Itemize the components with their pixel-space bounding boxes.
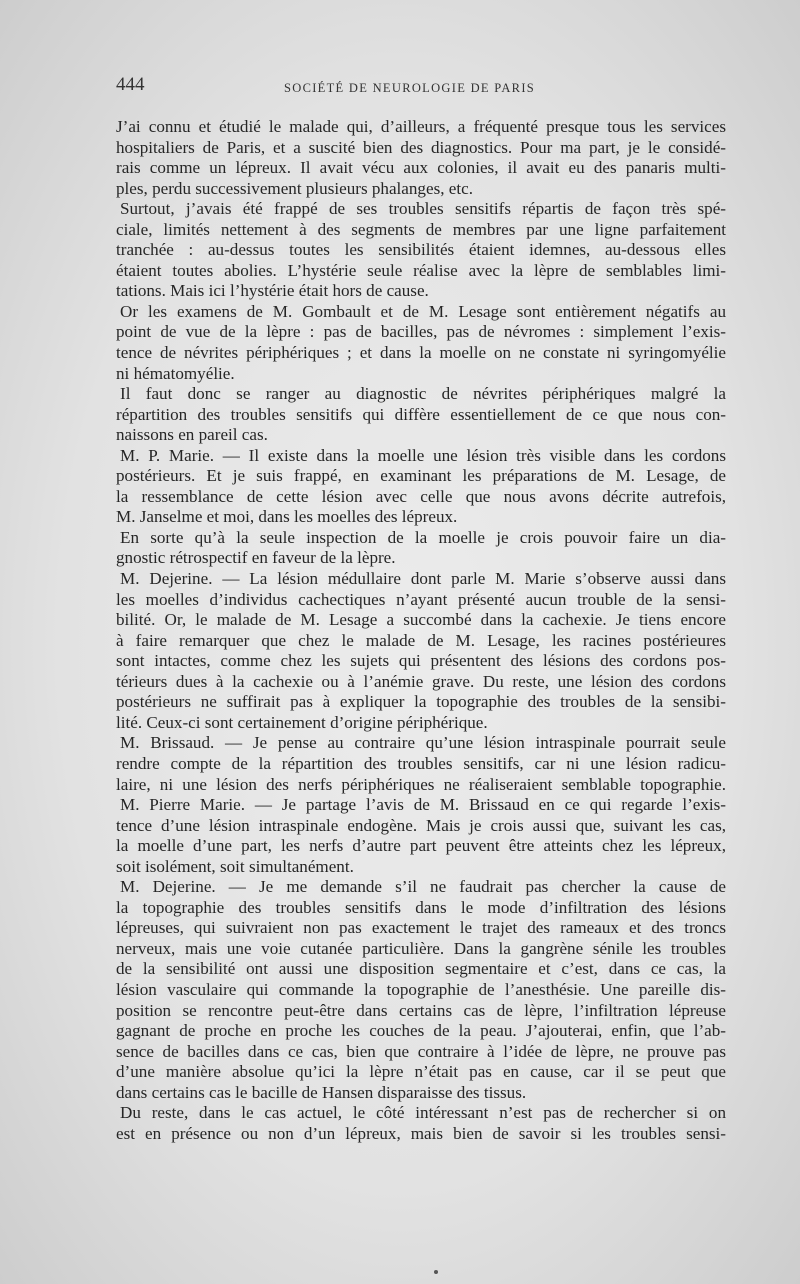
text-line: ciale, limités nettement à des segments de membres par une ligne parfaitement: [116, 219, 726, 239]
text-line: térieurs dues à la cachexie ou à l’anémie grave. Du reste, une lésion des cordons: [116, 671, 726, 691]
text-line: sont intactes, comme chez les sujets qui présentent des lésions des cordons pos-: [116, 651, 726, 671]
text-line: répartition des troubles sensitifs qui diffère essentiellement de ce que nous con-: [116, 404, 726, 424]
text-line: postérieurs. Et je suis frappé, en examinant les préparations de M. Lesage, de: [116, 466, 726, 486]
text-line: Du reste, dans le cas actuel, le côté intéressant n’est pas de rechercher si on: [120, 1103, 726, 1123]
text-line: lité. Ceux-ci sont certainement d’origine périphérique.: [116, 712, 488, 732]
text-line: tence de névrites périphériques ; et dans la moelle on ne constate ni syringomyélie: [116, 343, 726, 363]
text-line: rais comme un lépreux. Il avait vécu aux colonies, il avait eu des panaris multi-: [116, 158, 726, 178]
text-line: Surtout, j’avais été frappé de ses troubles sensitifs répartis de façon très spé-: [120, 199, 726, 219]
text-line: lépreuses, qui suivraient non pas exactement le trajet des rameaux et des troncs: [116, 918, 726, 938]
text-line: de la sensibilité ont aussi une disposition segmentaire et c’est, dans ce cas, la: [116, 959, 726, 979]
text-line: Il faut donc se ranger au diagnostic de névrites périphériques malgré la: [120, 384, 726, 404]
text-line: nerveux, mais une voie cutanée particulière. Dans la gangrène sénile les troubles: [116, 938, 726, 958]
text-line: la moelle d’une part, les nerfs d’autre part peuvent être atteints chez les lépreux,: [116, 836, 726, 856]
text-line: M. Brissaud. — Je pense au contraire qu’une lésion intraspinale pourrait seule: [120, 733, 726, 753]
text-line: point de vue de la lèpre : pas de bacilles, pas de névromes : simplement l’exis-: [116, 322, 726, 342]
print-speck: [434, 1270, 438, 1274]
text-line: En sorte qu’à la seule inspection de la moelle je crois pouvoir faire un dia-: [120, 527, 726, 547]
text-line: sence de bacilles dans ce cas, bien que contraire à l’idée de lèpre, ne prouve pas: [116, 1041, 726, 1061]
text-line: position se rencontre peut-être dans certains cas de lèpre, l’infiltration lépreuse: [116, 1000, 726, 1020]
text-line: tations. Mais ici l’hystérie était hors de cause.: [116, 281, 429, 301]
text-line: M. P. Marie. — Il existe dans la moelle une lésion très visible dans les cordons: [120, 445, 726, 465]
text-line: soit isolément, soit simultanément.: [116, 856, 354, 876]
running-head: SOCIÉTÉ DE NEUROLOGIE DE PARIS: [284, 81, 536, 95]
text-line: gnostic rétrospectif en faveur de la lèpre.: [116, 548, 396, 568]
text-line: tence d’une lésion intraspinale endogène. Mais je crois aussi que, suivant les cas,: [116, 815, 726, 835]
text-line: naissons en pareil cas.: [116, 425, 268, 445]
text-line: hospitaliers de Paris, et a suscité bien des diagnostics. Pour ma part, je le considé-: [116, 137, 726, 157]
text-line: la ressemblance de cette lésion avec celle que nous avons décrite autrefois,: [116, 486, 726, 506]
text-line: à faire remarquer que chez le malade de M. Lesage, les racines postérieures: [116, 630, 726, 650]
page-header: [116, 74, 716, 100]
text-line: d’une manière absolue qu’ici la lèpre n’était pas en cause, car il se peut que: [116, 1062, 726, 1082]
text-line: M. Dejerine. — Je me demande s’il ne faudrait pas chercher la cause de: [120, 877, 726, 897]
body-text: [116, 117, 726, 1144]
text-line: lésion vasculaire qui commande la topographie de l’anesthésie. Une pareille dis-: [116, 979, 726, 999]
text-line: rendre compte de la répartition des troubles sensitifs, car ni une lésion radicu-: [116, 753, 726, 773]
text-line: J’ai connu et étudié le malade qui, d’ailleurs, a fréquenté presque tous les services: [116, 117, 726, 136]
text-line: tranchée : au-dessus toutes les sensibilités étaient idemnes, au-dessous elles: [116, 240, 726, 260]
text-line: les moelles d’individus cachectiques n’ayant présenté aucun trouble de la sensi-: [116, 589, 726, 609]
text-line: ni hématomyélie.: [116, 363, 235, 383]
text-line: ples, perdu successivement plusieurs phalanges, etc.: [116, 178, 473, 198]
text-line: M. Janselme et moi, dans les moelles des lépreux.: [116, 507, 458, 527]
text-line: la topographie des troubles sensitifs dans le mode d’infiltration des lésions: [116, 897, 726, 917]
text-line: M. Dejerine. — La lésion médullaire dont parle M. Marie s’observe aussi dans: [120, 569, 726, 589]
text-line: laire, ni une lésion des nerfs périphériques ne réaliseraient semblable topographie.: [116, 774, 726, 794]
text-line: Or les examens de M. Gombault et de M. Lesage sont entièrement négatifs au: [120, 301, 726, 321]
text-line: dans certains cas le bacille de Hansen disparaisse des tissus.: [116, 1082, 527, 1102]
text-line: gagnant de proche en proche les couches de la peau. J’ajouterai, enfin, que l’ab-: [116, 1021, 726, 1041]
text-line: est en présence ou non d’un lépreux, mais bien de savoir si les troubles sensi-: [116, 1123, 726, 1143]
text-line: étaient toutes abolies. L’hystérie seule réalise avec la lèpre de semblables limi-: [116, 260, 726, 280]
text-line: postérieurs ne suffirait pas à expliquer la topographie des troubles de la sensibi-: [116, 692, 726, 712]
page-number: 444: [116, 74, 145, 95]
text-line: bilité. Or, le malade de M. Lesage a succombé dans la cachexie. Je tiens encore: [116, 610, 726, 630]
text-line: M. Pierre Marie. — Je partage l’avis de M. Brissaud en ce qui regarde l’exis-: [120, 795, 726, 815]
